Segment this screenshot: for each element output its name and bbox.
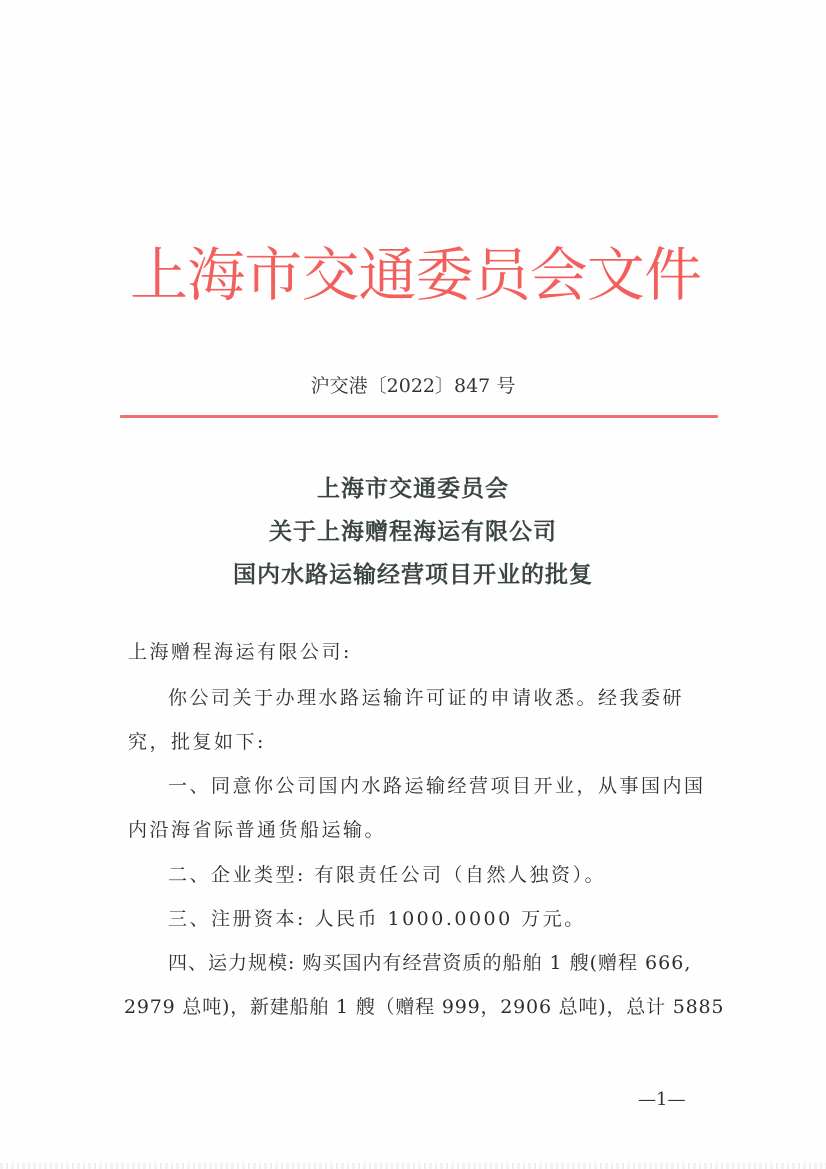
paragraph-line: 二、企业类型: 有限责任公司（自然人独资）。 (168, 864, 606, 886)
paragraph-line: 你公司关于办理水路运输许可证的申请收悉。经我委研 (168, 687, 685, 709)
paragraph-line: 三、注册资本: 人民币 1000.0000 万元。 (168, 908, 586, 930)
paragraph-line: 内沿海省际普通货船运输。 (128, 819, 387, 841)
masthead-char: 海 (187, 241, 246, 309)
title-line-1: 上海市交通委员会 (317, 476, 509, 502)
paragraph-line: 2979 总吨)，新建船舶 1 艘（赠程 999，2906 总吨)，总计 5885 (124, 996, 725, 1018)
masthead-title (130, 228, 700, 312)
salutation: 上海赠程海运有限公司: (128, 641, 352, 663)
scan-artifact-edge (0, 1163, 826, 1169)
masthead-char: 委 (415, 241, 474, 309)
red-divider-line (120, 415, 718, 418)
page-number: —1— (638, 1089, 686, 1110)
masthead-char: 员 (472, 241, 531, 309)
paragraph-line: 一、同意你公司国内水路运输经营项目开业，从事国内国 (168, 775, 706, 797)
masthead-char: 交 (301, 241, 360, 309)
masthead-char: 市 (244, 241, 303, 309)
masthead-char: 通 (358, 241, 417, 309)
paragraph-line: 四、运力规模: 购买国内有经营资质的船舶 1 艘(赠程 666, (168, 952, 692, 974)
paragraph-line: 究，批复如下: (128, 731, 266, 753)
masthead-char: 上 (130, 241, 189, 309)
document-number: 沪交港〔2022〕847 号 (310, 375, 516, 397)
title-line-2: 关于上海赠程海运有限公司 (269, 519, 557, 545)
masthead-char: 件 (643, 241, 702, 309)
masthead-char: 文 (586, 241, 645, 309)
title-line-3: 国内水路运输经营项目开业的批复 (233, 562, 593, 588)
masthead-char: 会 (529, 241, 588, 309)
